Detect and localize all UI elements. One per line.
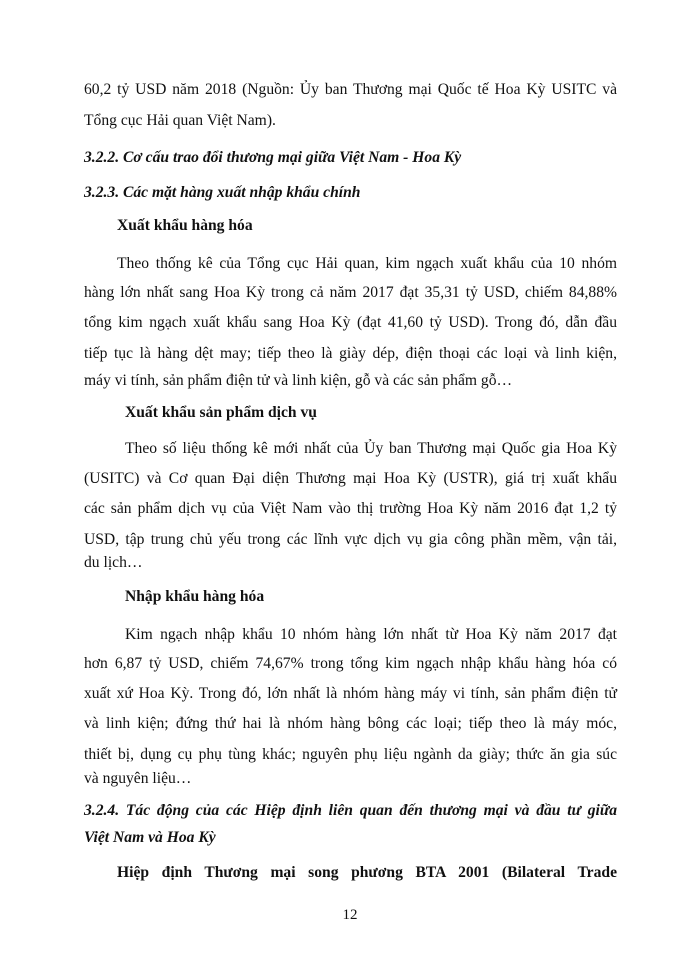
section-heading-3-2-3: 3.2.3. Các mặt hàng xuất nhập khẩu chính	[84, 184, 361, 201]
subheading-export-goods: Xuất khẩu hàng hóa	[117, 217, 253, 234]
export-goods-line-4: tiếp tục là hàng dệt may; tiếp theo là giày dép, điện thoại các loại và linh kiện,	[84, 345, 617, 362]
export-services-line-1: Theo số liệu thống kê mới nhất của Ủy ban Thương mại Quốc gia Hoa Kỳ	[125, 440, 617, 457]
section-heading-3-2-4-line-1: 3.2.4. Tác động của các Hiệp định liên quan đến thương mại và đầu tư giữa	[84, 802, 617, 819]
import-goods-line-2: hơn 6,87 tỷ USD, chiếm 74,67% trong tổng kim ngạch nhập khẩu hàng hóa có	[84, 655, 617, 672]
intro-line-1: 60,2 tỷ USD năm 2018 (Nguồn: Ủy ban Thương mại Quốc tế Hoa Kỳ USITC và	[84, 81, 617, 98]
export-services-line-4: USD, tập trung chủ yếu trong các lĩnh vực dịch vụ gia công phần mềm, vận tải,	[84, 531, 617, 548]
export-goods-line-2: hàng lớn nhất sang Hoa Kỳ trong cả năm 2017 đạt 35,31 tỷ USD, chiếm 84,88%	[84, 284, 617, 301]
intro-line-2: Tổng cục Hải quan Việt Nam).	[84, 112, 276, 129]
import-goods-line-1: Kim ngạch nhập khẩu 10 nhóm hàng lớn nhất từ Hoa Kỳ năm 2017 đạt	[125, 626, 617, 643]
bta-agreement-line: Hiệp định Thương mại song phương BTA 2001 (Bilateral Trade	[117, 864, 617, 881]
subheading-import-goods: Nhập khẩu hàng hóa	[125, 588, 265, 605]
import-goods-line-4: và linh kiện; đứng thứ hai là nhóm hàng bông các loại; tiếp theo là máy móc,	[84, 715, 617, 732]
export-goods-line-1: Theo thống kê của Tổng cục Hải quan, kim ngạch xuất khẩu của 10 nhóm	[117, 255, 617, 272]
import-goods-line-6: và nguyên liệu…	[84, 770, 192, 787]
export-services-line-2: (USITC) và Cơ quan Đại diện Thương mại Hoa Kỳ (USTR), giá trị xuất khẩu	[84, 470, 617, 487]
subheading-export-services: Xuất khẩu sản phẩm dịch vụ	[125, 404, 317, 421]
export-goods-line-5: máy vi tính, sản phẩm điện tử và linh kiện, gỗ và các sản phẩm gỗ…	[84, 372, 513, 389]
page-number: 12	[342, 907, 358, 923]
export-services-line-5: du lịch…	[84, 554, 143, 571]
export-goods-line-3: tổng kim ngạch xuất khẩu sang Hoa Kỳ (đạt 41,60 tỷ USD). Trong đó, dẫn đầu	[84, 314, 617, 331]
export-services-line-3: các sản phẩm dịch vụ của Việt Nam vào thị trường Hoa Kỳ năm 2016 đạt 1,2 tỷ	[84, 500, 617, 517]
section-heading-3-2-4-line-2: Việt Nam và Hoa Kỳ	[84, 829, 216, 846]
import-goods-line-3: xuất xứ Hoa Kỳ. Trong đó, lớn nhất là nhóm hàng máy vi tính, sản phẩm điện tử	[84, 685, 617, 702]
section-heading-3-2-2: 3.2.2. Cơ cấu trao đổi thương mại giữa Việt Nam - Hoa Kỳ	[84, 149, 462, 166]
import-goods-line-5: thiết bị, dụng cụ phụ tùng khác; nguyên phụ liệu ngành da giày; thức ăn gia súc	[84, 746, 617, 763]
